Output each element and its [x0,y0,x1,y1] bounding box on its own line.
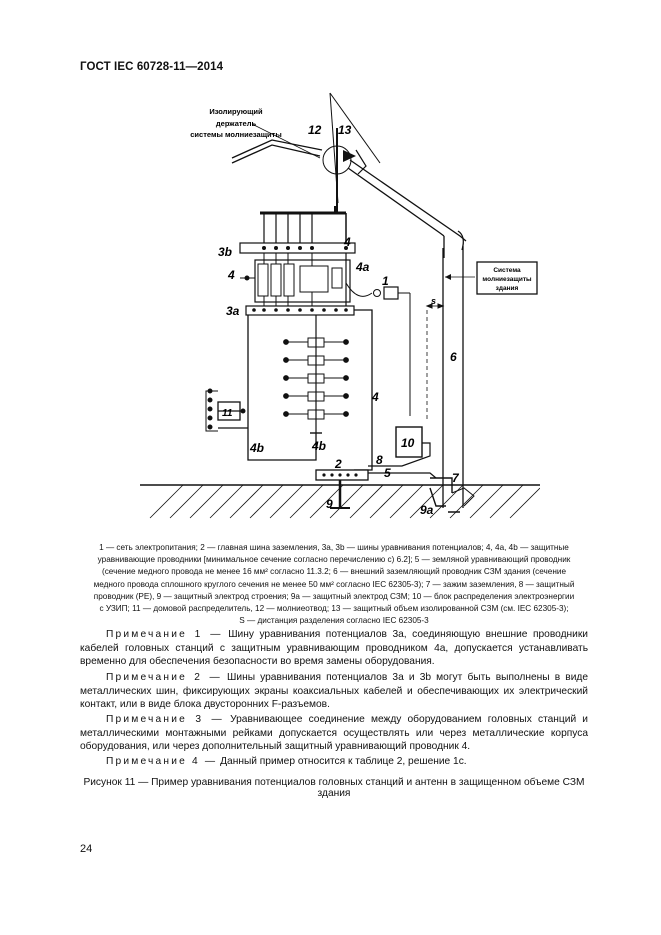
figure-diagram [140,88,540,530]
label-9a: 9a [420,503,434,517]
main-earthing-bar [316,470,368,508]
note-4-text: Данный пример относится к таблице 2, решение 1с. [220,756,467,767]
legend-line: медного провода сплошного круглого сечения не менее 50 мм² согласно IEC 62305-3); 7 — зажим заземления, 8 — защитный [93,579,575,589]
holder-callout-line-1: Изолирующий [209,107,263,116]
note-3-prefix: Примечание 3 — [106,714,224,725]
bus-bar-3b [240,243,355,253]
building-roof [232,140,466,508]
lps-box-line-2: молниезащиты [482,276,532,283]
label-1: 1 [382,274,389,288]
headend-equipment [240,253,350,308]
note-3 [80,713,588,754]
distribution-chain [284,315,349,433]
note-4-prefix: Примечание 4 — [106,756,218,767]
label-4-left: 4 [228,268,235,282]
legend-line: проводник (РЕ), 9 — защитный электрод строения; 9а — защитный электрод СЗМ; 10 — блок распределения электроэнергии [93,591,575,601]
note-4 [80,755,588,769]
label-4-mid: 4 [372,390,379,404]
legend-line: 1 — сеть электропитания; 2 — главная шина заземления, 3а, 3b — шины уравнивания потенциалов; 4, 4а, 4b — защитные [99,543,569,552]
bus-bar-3a [246,306,354,315]
label-12: 12 [308,123,322,137]
separation-distance [427,304,443,420]
note-2-text: Шины уравнивания потенциалов 3а и 3b могут быть выполнены в виде металлических шин, фиксирующих экраны коаксиальных кабелей и обеспечивающих их электрический контакт, или в виде блока двусторонних F-разъемов. [80,672,588,711]
label-9: 9 [326,497,333,511]
label-s: s [431,296,437,306]
legend-line: (сечение медного провода не менее 16 мм² согласно 11.3.2; 6 — внешний заземляющий проводник СЗМ здания (сечение [101,567,567,577]
label-2: 2 [335,457,342,471]
label-3b: 3b [218,245,233,259]
label-8: 8 [376,453,383,467]
note-2-prefix: Примечание 2 — [106,672,222,683]
label-6: 6 [450,350,457,364]
note-3-text: Уравнивающее соединение между оборудованием головных станций и металлическими монтажными рейками допускается осуществлять или через металлические корпуса оборудования, или через дополнительный защитный уравнивающий проводник 4. [80,714,588,753]
lightning-rod [323,93,380,206]
holder-callout-line-3: системы молниезащиты [190,130,282,139]
page-number: 24 [80,843,93,855]
lps-box-line-1: Система [493,267,521,274]
antenna-cables [260,206,346,243]
figure-caption: Рисунок 11 — Пример уравнивания потенциалов головных станций и антенн в защищенном объеме СЗМ здания [83,777,585,799]
label-13: 13 [338,123,352,137]
label-3a: 3a [226,304,240,318]
note-1-prefix: Примечание 1 — [106,629,223,640]
holder-callout-line-2: держатель [215,119,257,128]
equipotential-bonding-diagram [140,88,540,530]
label-11: 11 [222,408,233,419]
label-10: 10 [401,436,415,450]
label-5: 5 [384,466,391,480]
legend-line: с УЗИП; 11 — домовой распределитель, 12 — молниеотвод; 13 — защитный объем изолированной СЗМ (см. IEC 62305-3); [99,604,569,614]
lps-system-box [445,262,537,294]
label-4a: 4a [356,260,370,274]
label-4b-left: 4b [250,441,265,455]
lps-box-line-3: здания [495,285,519,292]
label-4b-center: 4b [312,439,327,453]
legend-line: S — дистанция разделения согласно IEC 62305-3 [239,616,429,626]
label-4-top: 4 [344,235,351,249]
note-1-text: Шину уравнивания потенциалов 3а, соединяющую внешние проводники кабелей головных станций с защитным уравнивающим проводником 4а, допускается устанавливать временно для обеспечения безопасности во время замены оборудования. [80,629,588,668]
legend-line: уравнивающие проводники [минимальное сечение согласно перечислению с) 6.2]; 5 — земляной уравнивающий проводник [97,555,571,565]
label-7: 7 [452,471,459,485]
note-2 [80,671,588,712]
protective-conductors [218,310,372,470]
note-1 [80,628,588,669]
document-header: ГОСТ IEC 60728-11—2014 [80,61,224,73]
figure-legend [84,542,584,627]
